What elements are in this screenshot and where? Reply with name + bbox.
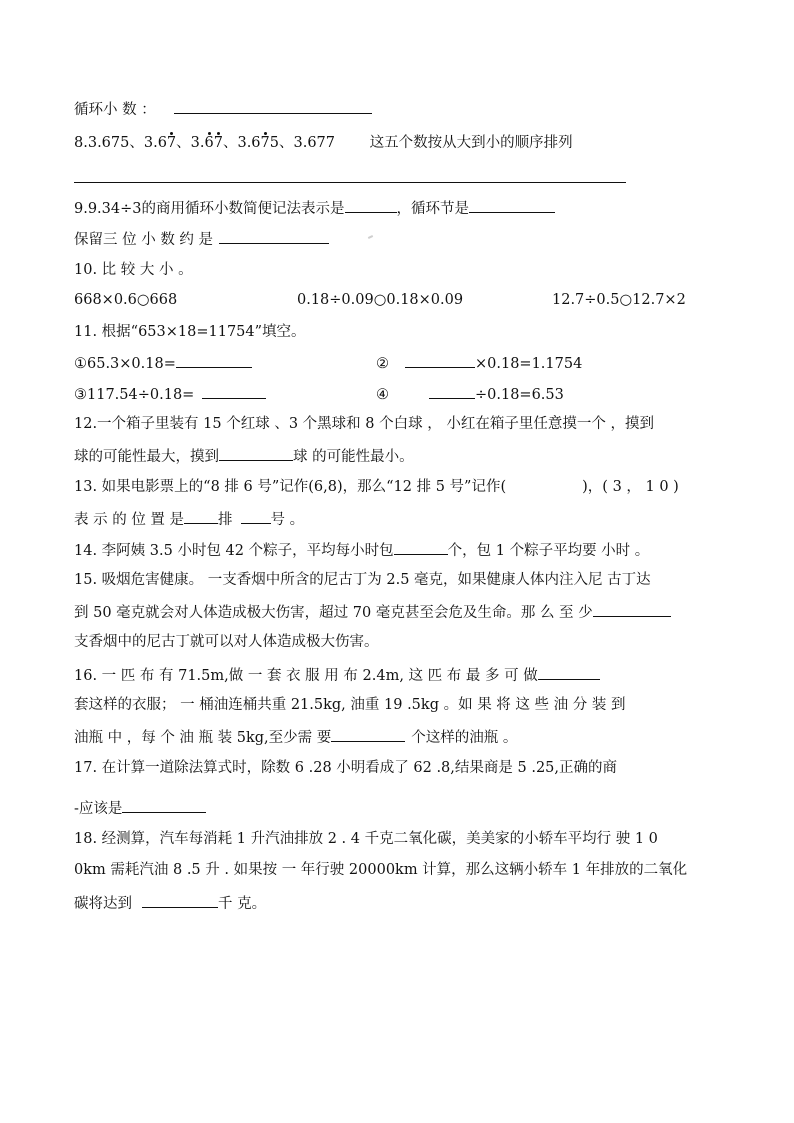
q9-repeating-blank[interactable]	[345, 197, 397, 213]
q15-text-1: 15. 吸烟危害健康。 一支香烟中所含的尼古丁为 2.5 毫克，如果健康人体内注入尼 古丁达	[74, 572, 651, 588]
q11-item-c: ③117.54÷0.18=	[74, 383, 266, 405]
q18-line-1	[74, 829, 658, 849]
q9-round-blank[interactable]	[219, 228, 329, 244]
q16-text-1: 16. 一 匹 布 有 71.5m,做 一 套 衣 服 用 布 2.4m, 这 匹 布 最 多 可 做	[74, 668, 538, 684]
q17-line-2	[74, 797, 206, 817]
q10-compare-2[interactable]: 0.18÷0.09○0.18×0.09	[297, 292, 464, 308]
q14-text-a: 14. 李阿姨 3.5 小时包 42 个粽子，平均每小时包	[74, 543, 394, 559]
q13-text-2b: 排	[218, 512, 233, 528]
q17-text-2: -应该是	[74, 801, 123, 817]
q18-line-2	[74, 860, 687, 880]
q10-title-text: 10. 比 较 大 小 。	[74, 262, 193, 278]
q14-line	[74, 539, 649, 559]
q9-line-1	[74, 197, 555, 217]
q10-compare-1[interactable]: 668×0.6○668	[74, 292, 178, 308]
q8-answer-line[interactable]	[74, 182, 626, 183]
q13-line-2	[74, 508, 304, 528]
q8-sep: 、	[176, 135, 191, 151]
q7-answer-blank[interactable]	[174, 98, 372, 114]
q15-text-3: 支香烟中的尼古丁就可以对人体造成极大伤害。	[74, 634, 379, 650]
q9-round-text: 保留三 位 小 数 约 是	[74, 232, 214, 248]
q8-sep: 、	[129, 135, 144, 151]
q8-number: 8.	[74, 135, 88, 151]
q11-item-d: ④ ÷0.18=6.53	[376, 383, 564, 405]
q13-text-1b: )，( 3 ， 1 0 )	[582, 479, 679, 495]
q14-text-b: 个，包 1 个粽子平均要 小时 。	[447, 543, 650, 559]
q8-line	[74, 133, 573, 153]
q10-compare-3[interactable]: 12.7÷0.5○12.7×2	[552, 292, 686, 308]
q16-text-3a: 油瓶 中 ，每 个 油 瓶 装 5kg,至少需 要	[74, 730, 332, 746]
q12-text-1: 12.一个箱子里装有 15 个红球 、3 个黑球和 8 个白球 ， 小红在箱子里任意摸一个 ，摸到	[74, 416, 654, 432]
q11-item-a: ①65.3×0.18=	[74, 352, 252, 374]
q14-per-hour-blank[interactable]	[394, 539, 448, 555]
q13-line-1	[74, 477, 679, 497]
q16-line-2	[74, 695, 625, 715]
q15-line-2	[74, 601, 671, 621]
q13-text-2c: 号 。	[270, 512, 305, 528]
q9-cycle-blank[interactable]	[469, 197, 555, 213]
q18-text-1: 18. 经测算，汽车每消耗 1 升汽油排放 2 . 4 千克二氧化碳，美美家的小轿车平均行 驶 1 0	[74, 831, 658, 847]
q9-text-a: 9.9.34÷3的商用循环小数简便记法表示是	[74, 201, 345, 217]
q18-line-3	[74, 892, 266, 912]
q8-sep: 、	[222, 135, 238, 151]
q16-bottles-blank[interactable]	[331, 726, 405, 742]
q10-title	[74, 260, 193, 280]
q11-b-blank[interactable]	[405, 352, 475, 368]
q17-text-1: 17. 在计算一道除法算式时，除数 6 .28 小明看成了 62 .8,结果商是 5 .25,正确的商	[74, 760, 618, 776]
q8-question: 这五个数按从大到小的顺序排列	[369, 135, 573, 151]
q11-title	[74, 322, 306, 342]
q11-d-blank[interactable]	[429, 383, 475, 399]
q16-text-2: 套这样的衣服； 一 桶油连桶共重 21.5kg, 油重 19 .5kg 。如 果 将 这 些 油 分 装 到	[74, 697, 626, 713]
q7-label: 循环小 数 ：	[74, 102, 156, 118]
q12-line-1	[74, 414, 654, 434]
q18-text-3b: 千 克。	[218, 896, 267, 912]
q13-row-blank[interactable]	[184, 508, 218, 524]
q11-a-blank[interactable]	[176, 352, 252, 368]
q8-num-4: 3.675	[237, 135, 279, 151]
q9-line-2	[74, 228, 329, 248]
q16-line-1	[74, 664, 600, 684]
q8-num-1: 3.675	[87, 135, 130, 151]
q12-text-2b: 球 的可能性最小。	[293, 449, 414, 465]
q17-line-1	[74, 758, 617, 778]
scan-mark	[368, 235, 373, 239]
q11-c-blank[interactable]	[202, 383, 266, 399]
q7-line	[74, 98, 372, 118]
q13-seat-blank[interactable]	[241, 508, 271, 524]
q11-title-text: 11. 根据“653×18=11754”填空。	[74, 324, 306, 340]
q17-answer-blank[interactable]	[122, 797, 206, 813]
q8-sep: 、	[279, 135, 294, 151]
q8-num-3: 3.67	[190, 135, 223, 151]
q12-line-2	[74, 445, 414, 465]
q18-text-2: 0km 需耗汽油 8 .5 升 . 如果按 一 年行驶 20000km 计算，那么这辆小轿车 1 年排放的二氧化	[74, 862, 688, 878]
q9-text-b: ，循环节是	[396, 201, 469, 217]
q12-least-blank[interactable]	[219, 445, 293, 461]
q15-text-2: 到 50 毫克就会对人体造成极大伤害，超过 70 毫克甚至会危及生命。那 么 至 少	[74, 605, 593, 621]
q16-text-3b: 个这样的油瓶 。	[411, 730, 518, 746]
q13-text-1a: 13. 如果电影票上的“8 排 6 号”记作(6,8)，那么“12 排 5 号”记作(	[74, 479, 507, 495]
q13-text-2a: 表 示 的 位 置 是	[74, 512, 185, 528]
q12-text-2a: 球的可能性最大，摸到	[74, 449, 219, 465]
q15-line-3	[74, 632, 379, 652]
q11-item-b: ② ×0.18=1.1754	[376, 352, 582, 374]
q16-line-3	[74, 726, 517, 746]
q15-line-1	[74, 570, 651, 590]
q8-num-5: 3.677	[293, 135, 336, 151]
q18-text-3a: 碳将达到	[74, 896, 132, 912]
q18-answer-blank[interactable]	[142, 892, 218, 908]
q16-suits-blank[interactable]	[538, 664, 600, 680]
q8-num-2: 3.67	[143, 135, 177, 151]
q15-answer-blank[interactable]	[593, 601, 671, 617]
